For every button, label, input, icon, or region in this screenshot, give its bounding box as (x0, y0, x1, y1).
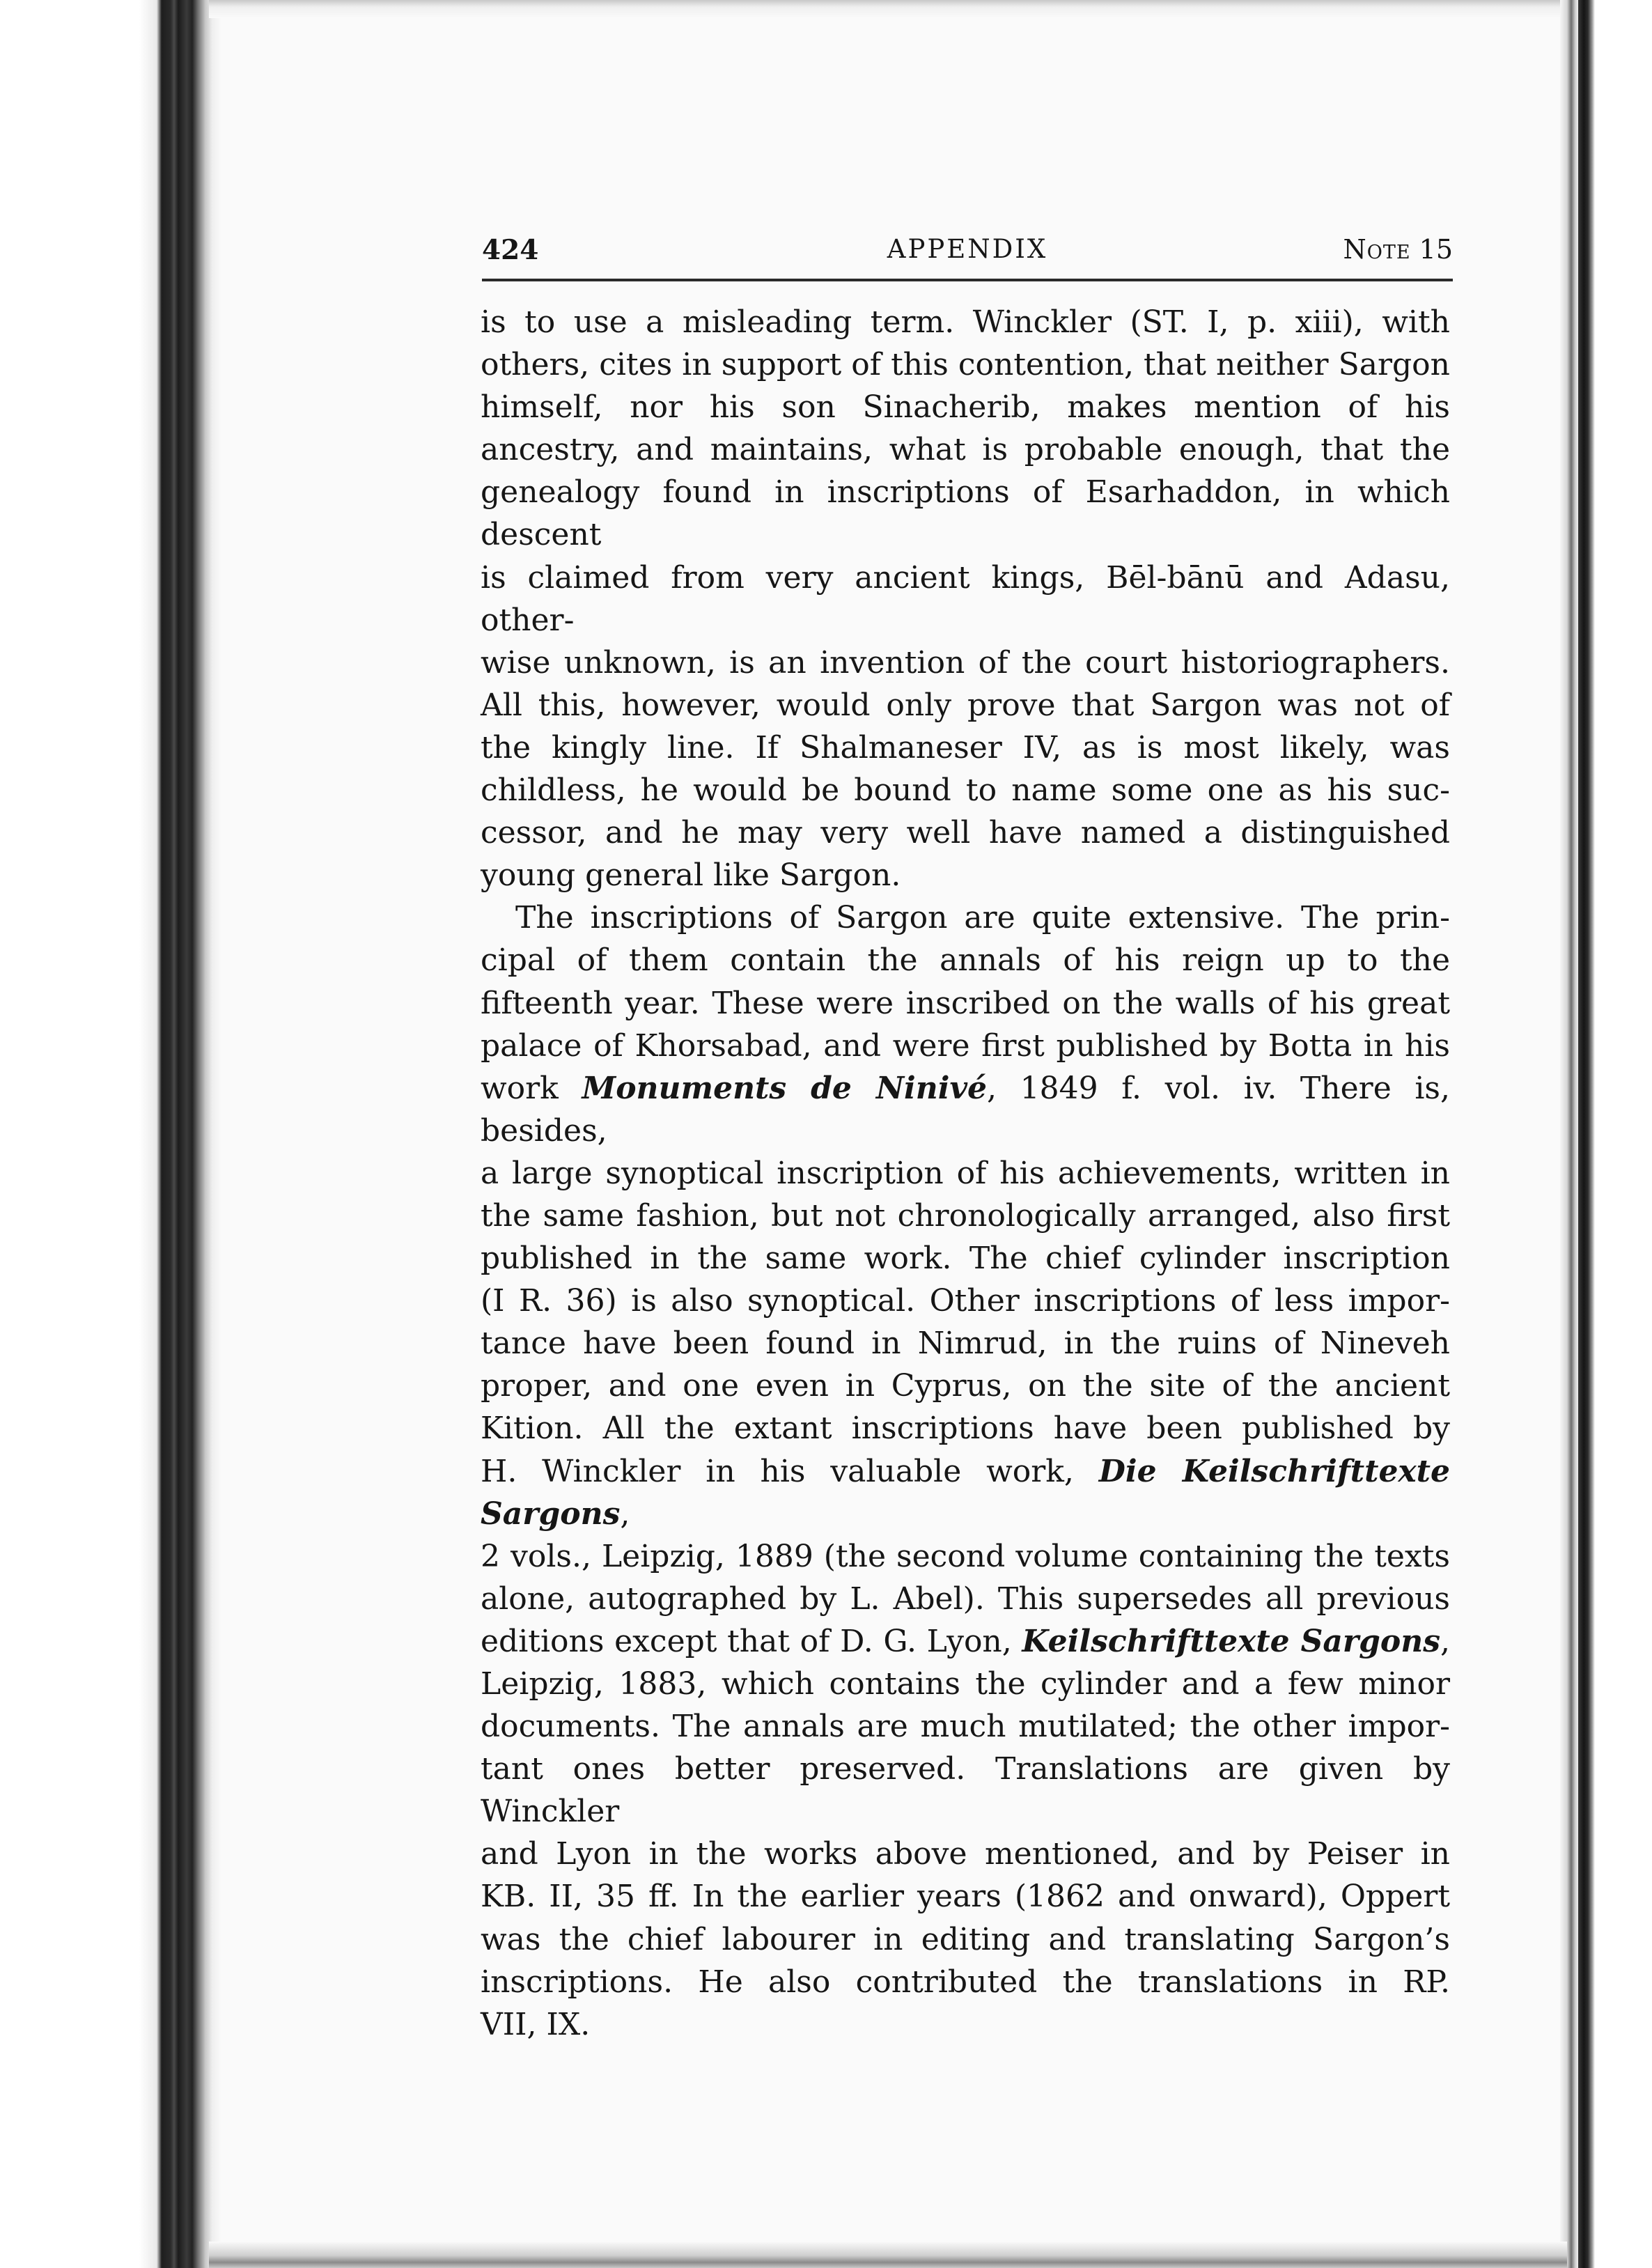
header-rule (482, 279, 1453, 281)
body-text (481, 301, 1450, 2046)
text-line: a large synoptical inscription of his achievements, written in (481, 1155, 1450, 1191)
text-line: and Lyon in the works above mentioned, and by Peiser in (481, 1836, 1450, 1872)
text-line: the same fashion, but not chronologically arranged, also first (481, 1197, 1450, 1234)
text-line: inscriptions. He also contributed the translations in RP. (481, 1964, 1450, 2000)
text-line: All this, however, would only prove that Sargon was not of (481, 687, 1450, 723)
text-line: VII, IX. (481, 2006, 591, 2042)
text-line: is to use a misleading term. Winckler (ST. I, p. xiii), with (481, 304, 1450, 340)
note-label: Note (1343, 234, 1411, 265)
italic-title: Keilschrifttexte Sargons (1022, 1623, 1440, 1659)
text-line: proper, and one even in Cyprus, on the site of the ancient (481, 1368, 1450, 1404)
scan-right-edge (1578, 0, 1595, 2268)
italic-title: Monuments de Ninivé (582, 1070, 988, 1106)
text-line: was the chief labourer in editing and translating Sargon’s (481, 1921, 1450, 1957)
note-reference (1343, 234, 1453, 265)
text-line: tant ones better preserved. Translations are given by Winckler (481, 1751, 1450, 1830)
text-line: documents. The annals are much mutilated; the other impor- (481, 1709, 1450, 1745)
text-line: H. Winckler in his valuable work, Die Keilschrifttexte Sargons, (481, 1453, 1450, 1532)
text-line: work Monuments de Ninivé, 1849 f. vol. iv. There is, besides, (481, 1070, 1450, 1149)
text-line: (I R. 36) is also synoptical. Other inscriptions of less impor- (481, 1283, 1450, 1319)
text-line: published in the same work. The chief cylinder inscription (481, 1241, 1450, 1277)
text-line: Leipzig, 1883, which contains the cylinder and a few minor (481, 1666, 1450, 1702)
running-head-title: APPENDIX (887, 234, 1048, 264)
scan-right-gutter (1560, 0, 1580, 2268)
text-line: fifteenth year. These were inscribed on the walls of his great (481, 985, 1450, 1021)
text-line: cessor, and he may very well have named a distinguished (481, 815, 1450, 851)
text-line: tance have been found in Nimrud, in the ruins of Nineveh (481, 1326, 1450, 1362)
text-line: The inscriptions of Sargon are quite extensive. The prin- (515, 900, 1450, 936)
text-line: 2 vols., Leipzig, 1889 (the second volume containing the texts (481, 1538, 1450, 1574)
paragraph-1 (481, 301, 1450, 896)
italic-title: Die Keilschrifttexte Sargons (481, 1453, 1450, 1532)
text-line: editions except that of D. G. Lyon, Keilschrifttexte Sargons, (481, 1623, 1450, 1659)
scan-bottom-edge (209, 2242, 1567, 2268)
text-line: is claimed from very ancient kings, Bēl-bānū and Adasu, other- (481, 559, 1450, 638)
text-line: the kingly line. If Shalmaneser IV, as is most likely, was (481, 729, 1450, 766)
note-number: 15 (1419, 234, 1453, 265)
text-line: KB. II, 35 ff. In the earlier years (1862 and onward), Oppert (481, 1879, 1450, 1915)
text-line: palace of Khorsabad, and were first published by Botta in his (481, 1027, 1450, 1064)
scan-binding-edge (0, 0, 221, 2268)
text-line: childless, he would be bound to name some one as his suc- (481, 772, 1450, 809)
text-line: Kition. All the extant inscriptions have been published by (481, 1411, 1450, 1447)
running-head (482, 230, 1453, 279)
page-number: 424 (482, 234, 539, 266)
text-line: cipal of them contain the annals of his reign up to the (481, 942, 1450, 979)
text-line: young general like Sargon. (481, 857, 901, 894)
text-line: himself, nor his son Sinacherib, makes mention of his (481, 389, 1450, 426)
paragraph-2 (481, 896, 1450, 2046)
text-line: ancestry, and maintains, what is probable enough, that the (481, 432, 1450, 468)
text-line: alone, autographed by L. Abel). This supersedes all previous (481, 1580, 1450, 1617)
text-line: others, cites in support of this contention, that neither Sargon (481, 347, 1450, 383)
text-line: genealogy found in inscriptions of Esarhaddon, in which descent (481, 474, 1450, 553)
text-line: wise unknown, is an invention of the court historiographers. (481, 644, 1450, 681)
scan-top-edge (209, 0, 1588, 18)
